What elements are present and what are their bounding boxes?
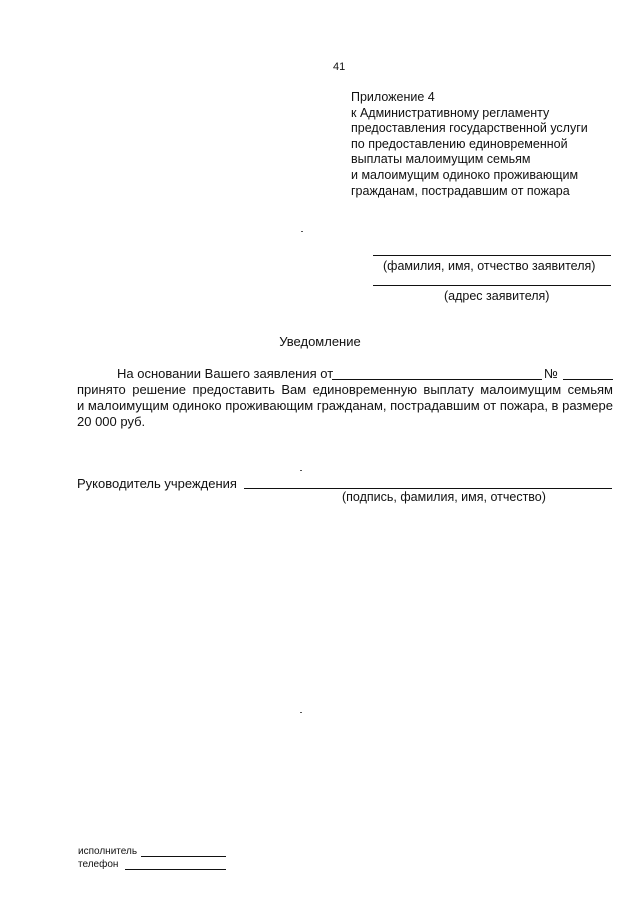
appendix-header — [351, 90, 621, 199]
executor-label: исполнитель — [78, 846, 138, 857]
document-title: Уведомление — [279, 334, 361, 349]
signature-caption: (подпись, фамилия, имя, отчество) — [342, 490, 546, 504]
appendix-line: и малоимущим одиноко проживающим — [351, 167, 579, 182]
applicant-name-caption: (фамилия, имя, отчество заявителя) — [383, 259, 596, 273]
body-line-4: 20 000 руб. — [77, 414, 146, 429]
number-sign: № — [544, 366, 558, 381]
page-number: 41 — [333, 61, 346, 73]
appendix-line: выплаты малоимущим семьям — [351, 152, 531, 167]
applicant-address-line[interactable] — [373, 285, 611, 286]
applicant-address-caption: (адрес заявителя) — [444, 289, 550, 303]
signature-label: Руководитель учреждения — [77, 476, 237, 491]
appendix-line: гражданам, пострадавшим от пожара — [351, 183, 570, 198]
scan-speck — [300, 470, 302, 471]
body-line-3: и малоимущим одиноко проживающим гражданам, пострадавшим от пожара, в размере — [77, 398, 613, 413]
scan-speck — [300, 712, 302, 713]
executor-line[interactable] — [141, 856, 226, 857]
phone-label: телефон — [78, 859, 119, 870]
application-date-line[interactable] — [332, 379, 542, 380]
appendix-line: Приложение 4 — [351, 90, 435, 104]
body-line-1-prefix: На основании Вашего заявления от — [117, 366, 334, 381]
application-number-line[interactable] — [563, 379, 613, 380]
scan-speck — [301, 231, 303, 232]
appendix-line: к Административному регламенту — [351, 105, 550, 120]
phone-line[interactable] — [125, 869, 226, 870]
body-line-2: принято решение предоставить Вам единовременную выплату малоимущим семьям — [77, 382, 613, 397]
applicant-name-line[interactable] — [373, 255, 611, 256]
appendix-line: предоставления государственной услуги — [351, 121, 588, 136]
appendix-line: по предоставлению единовременной — [351, 136, 568, 151]
signature-line[interactable] — [244, 488, 612, 489]
